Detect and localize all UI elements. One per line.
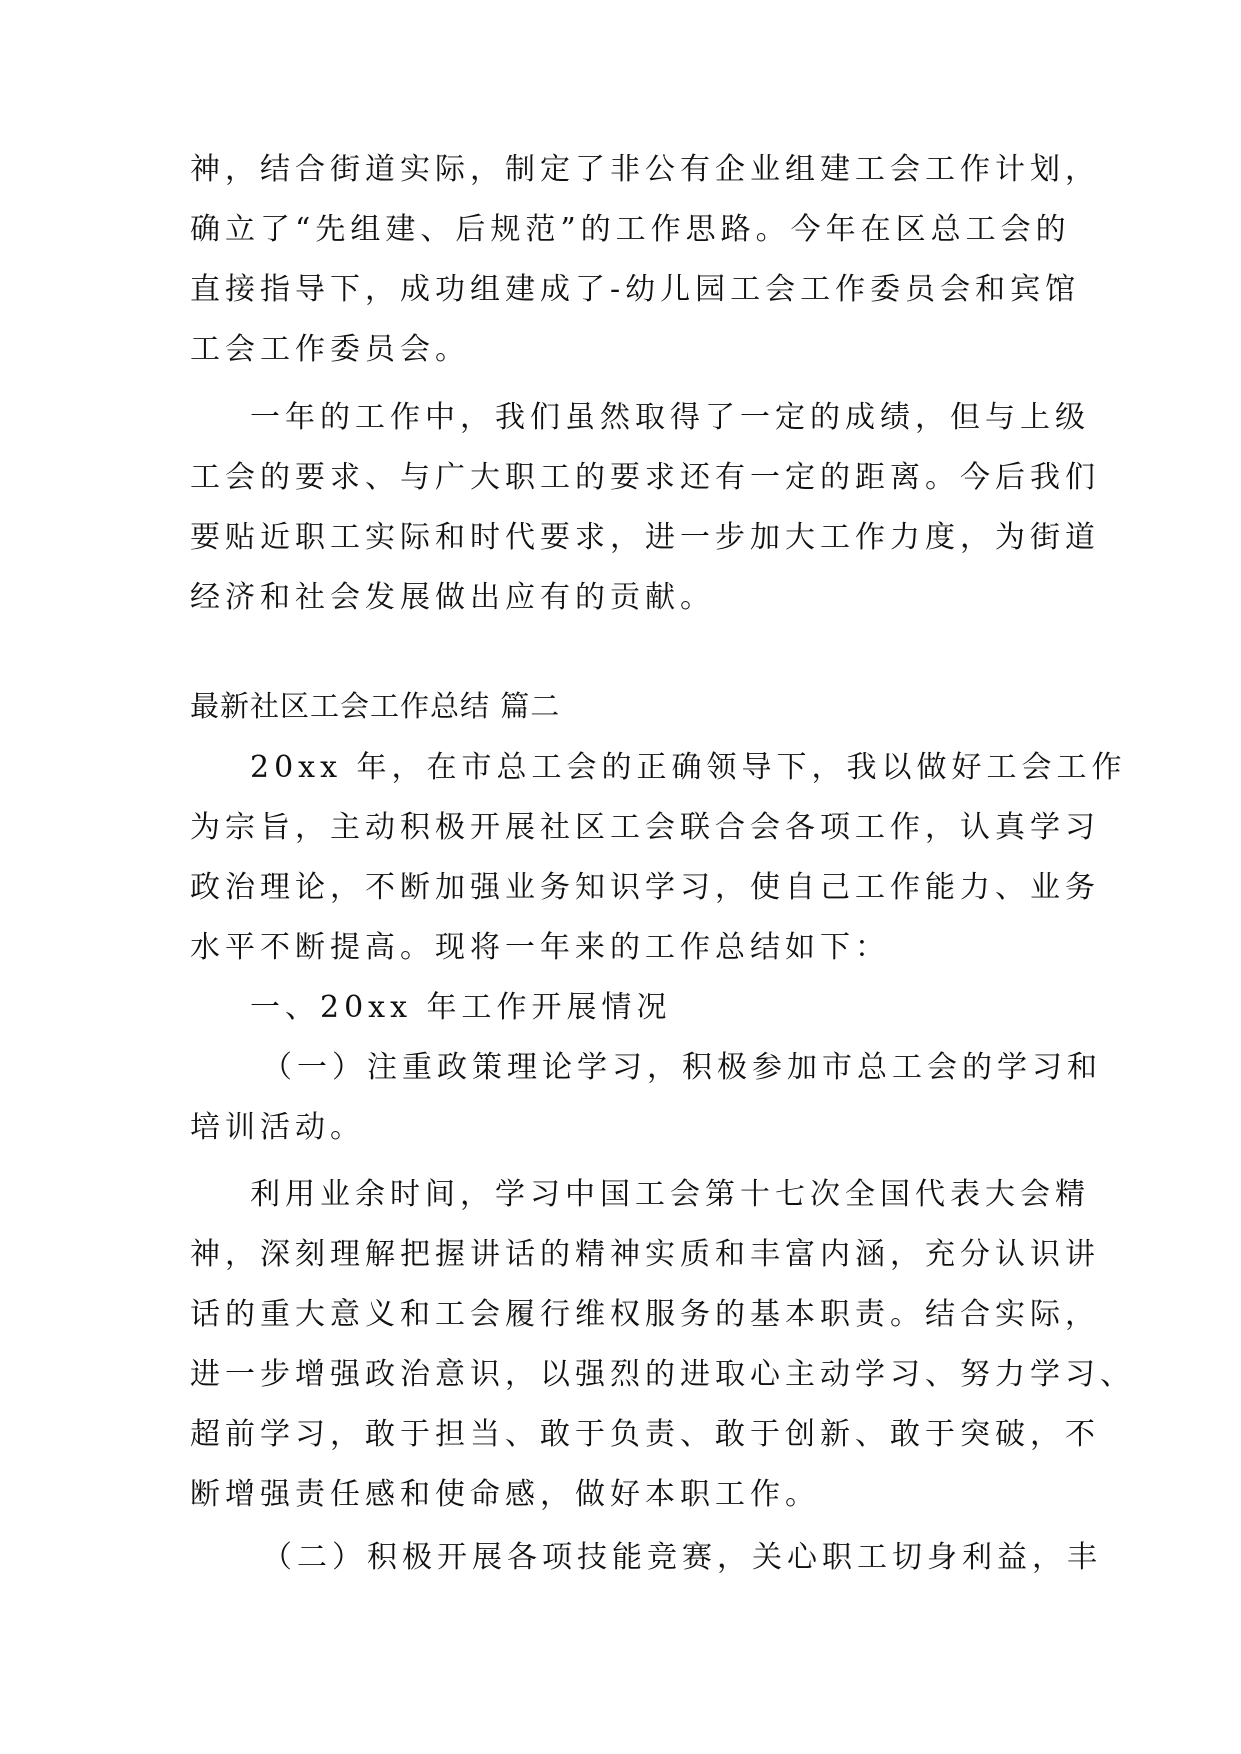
paragraph-line: 工会工作委员会。 xyxy=(190,332,470,367)
paragraph-line: 经济和社会发展做出应有的贡献。 xyxy=(190,580,715,615)
paragraph-line: 一年的工作中，我们虽然取得了一定的成绩，但与上级 xyxy=(250,400,1090,435)
subheading-line: 一、20xx 年工作开展情况 xyxy=(250,990,672,1025)
paragraph-line: 超前学习，敢于担当、敢于负责、敢于创新、敢于突破，不 xyxy=(190,1417,1100,1452)
paragraph-line: 水平不断提高。现将一年来的工作总结如下： xyxy=(190,930,890,965)
section-heading: 最新社区工会工作总结 篇二 xyxy=(190,689,561,723)
paragraph-line: 培训活动。 xyxy=(190,1110,365,1145)
paragraph-line: 为宗旨，主动积极开展社区工会联合会各项工作，认真学习 xyxy=(190,810,1100,845)
paragraph-line: 直接指导下，成功组建成了-幼儿园工会工作委员会和宾馆 xyxy=(190,272,1081,307)
paragraph-line: 话的重大意义和工会履行维权服务的基本职责。结合实际， xyxy=(190,1297,1100,1332)
paragraph-line: 进一步增强政治意识，以强烈的进取心主动学习、努力学习、 xyxy=(190,1357,1135,1392)
paragraph-line: 政治理论，不断加强业务知识学习，使自己工作能力、业务 xyxy=(190,870,1100,905)
paragraph-line: 神，深刻理解把握讲话的精神实质和丰富内涵，充分认识讲 xyxy=(190,1237,1100,1272)
subheading-line: （二）积极开展各项技能竞赛，关心职工切身利益，丰 xyxy=(262,1540,1102,1575)
paragraph-line: 工会的要求、与广大职工的要求还有一定的距离。今后我们 xyxy=(190,460,1100,495)
paragraph-line: 20xx 年，在市总工会的正确领导下，我以做好工会工作 xyxy=(250,750,1127,785)
paragraph-line: 利用业余时间，学习中国工会第十七次全国代表大会精 xyxy=(250,1177,1090,1212)
paragraph-line: 神，结合街道实际，制定了非公有企业组建工会工作计划， xyxy=(190,152,1100,187)
subheading-line: （一）注重政策理论学习，积极参加市总工会的学习和 xyxy=(262,1050,1102,1085)
paragraph-line: 确立了“先组建、后规范”的工作思路。今年在区总工会的 xyxy=(190,212,1071,247)
paragraph-line: 要贴近职工实际和时代要求，进一步加大工作力度，为街道 xyxy=(190,520,1100,555)
paragraph-line: 断增强责任感和使命感，做好本职工作。 xyxy=(190,1477,820,1512)
